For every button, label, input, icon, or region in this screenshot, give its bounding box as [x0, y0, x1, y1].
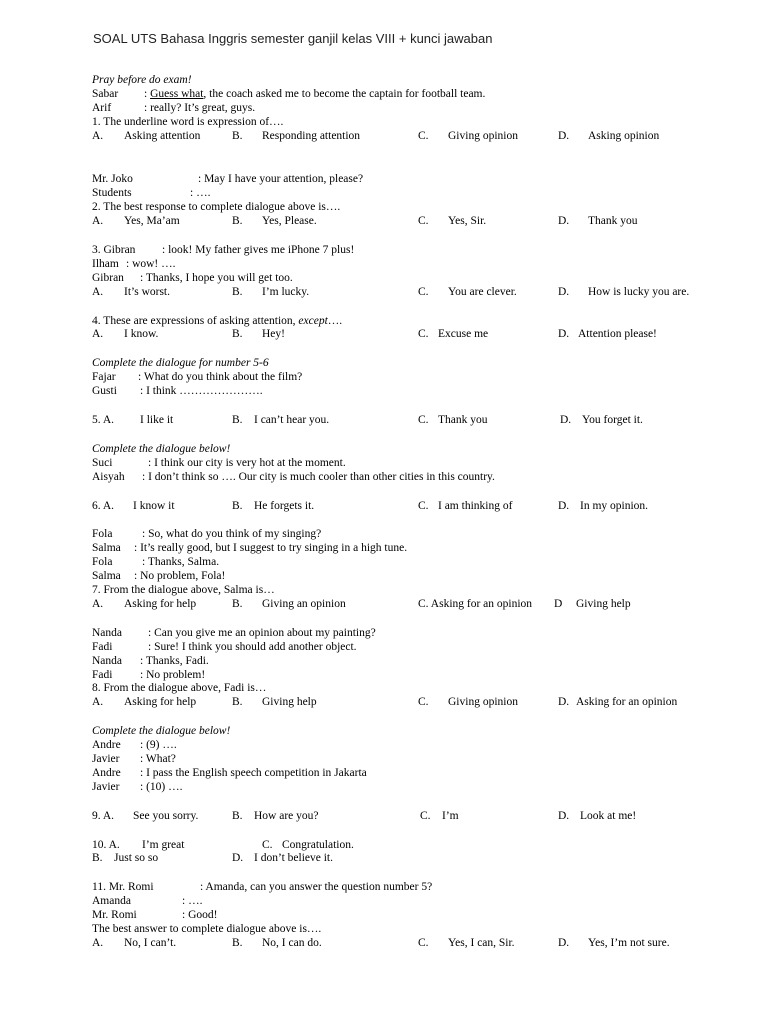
option-letter: C. — [418, 215, 429, 228]
option-letter: D. — [558, 809, 570, 822]
question-line: 4. These are expressions of asking attention, except…. — [92, 314, 343, 327]
speaker: Andre — [92, 766, 121, 779]
question-line: 7. From the dialogue above, Salma is… — [92, 584, 275, 597]
spacer — [92, 710, 742, 725]
speaker: Students — [92, 187, 132, 200]
option-text: Yes, I’m not sure. — [588, 936, 670, 949]
dialogue-line — [92, 471, 742, 485]
spacer — [92, 399, 742, 414]
dialogue-line — [92, 895, 742, 909]
option-text: Asking for help — [124, 696, 197, 709]
dialogue-line — [92, 385, 742, 399]
option-letter: B. — [232, 597, 243, 610]
option-letter: A. — [92, 936, 104, 949]
option-letter: B. — [232, 809, 243, 822]
instruction: Complete the dialogue below! — [92, 442, 231, 455]
spacer — [92, 300, 742, 315]
dialogue-line — [92, 627, 742, 641]
dialogue-text: : Thanks, Salma. — [142, 556, 220, 569]
option-text: You forget it. — [582, 414, 643, 427]
option-text: Giving an opinion — [262, 597, 346, 610]
option-text: How is lucky you are. — [588, 285, 690, 298]
dialogue-text: : (9) …. — [140, 739, 177, 752]
dialogue-text: : Good! — [182, 909, 218, 922]
dialogue-text: : I think …………………. — [140, 385, 263, 398]
option-text: Yes, I can, Sir. — [448, 936, 515, 949]
option-text: Thank you — [588, 215, 638, 228]
dialogue-text: : I don’t think so …. Our city is much cooler than other cities in this country. — [142, 470, 495, 483]
option-text: Thank you — [438, 414, 488, 427]
dialogue-text: : really? It’s great, guys. — [144, 101, 256, 114]
speaker: Javier — [92, 780, 120, 793]
dialogue-line — [92, 570, 742, 584]
option-text: Asking opinion — [588, 129, 660, 142]
option-letter: C. — [420, 809, 431, 822]
speaker: Mr. Romi — [92, 909, 137, 922]
option-letter: D. — [232, 852, 244, 865]
dialogue-line — [92, 173, 742, 187]
dialogue-text: : wow! …. — [126, 257, 176, 270]
instruction: Pray before do exam! — [92, 74, 192, 86]
option-text: No, I can’t. — [124, 936, 177, 949]
speaker: Salma — [92, 542, 121, 555]
option-letter: D. — [560, 414, 572, 427]
spacer — [92, 143, 742, 173]
option-letter: B. — [92, 852, 103, 865]
option-text: Excuse me — [438, 328, 489, 341]
speaker: Mr. Joko — [92, 173, 133, 186]
option-letter: D. — [558, 215, 570, 228]
option-text: How are you? — [254, 809, 319, 822]
dialogue-line — [92, 767, 742, 781]
option-text: Yes, Ma’am — [124, 215, 180, 228]
option-text: Giving help — [576, 597, 631, 610]
document-title: SOAL UTS Bahasa Inggris semester ganjil kelas VIII + kunci jawaban — [93, 31, 493, 46]
option-letter: B. — [232, 499, 243, 512]
dialogue-text: : Amanda, can you answer the question number 5? — [200, 881, 433, 894]
dialogue-line — [92, 244, 742, 258]
option-text: Yes, Please. — [262, 215, 317, 228]
spacer — [92, 428, 742, 443]
option-text: Asking for an opinion — [576, 696, 678, 709]
option-text: Congratulation. — [282, 838, 354, 851]
speaker: Nanda — [92, 626, 123, 639]
option-letter: A. — [92, 328, 104, 341]
answer-options — [92, 839, 742, 853]
speaker: Arif — [92, 101, 112, 114]
option-letter: D — [554, 597, 563, 610]
dialogue-line — [92, 739, 742, 753]
speaker: Gusti — [92, 385, 117, 398]
option-letter: C. — [418, 328, 429, 341]
dialogue-line — [92, 909, 742, 923]
speaker: Fadi — [92, 668, 113, 681]
dialogue-line — [92, 528, 742, 542]
option-letter: D. — [558, 499, 570, 512]
question-line: 1. The underline word is expression of…. — [92, 115, 284, 128]
option-letter: A. — [92, 696, 104, 709]
spacer — [92, 866, 742, 881]
dialogue-line — [92, 457, 742, 471]
option-text: Responding attention — [262, 129, 361, 142]
option-letter: A. — [92, 215, 104, 228]
option-letter: D. — [558, 936, 570, 949]
option-letter: 6. A. — [92, 499, 115, 512]
option-letter: C. — [418, 936, 429, 949]
option-text: I’m — [442, 809, 459, 822]
option-letter: C. — [418, 129, 429, 142]
option-letter: C. — [418, 285, 429, 298]
answer-options — [92, 852, 742, 866]
speaker: Fola — [92, 528, 113, 541]
dialogue-text: : No problem, Fola! — [134, 570, 226, 583]
dialogue-text: : Guess what, the coach asked me to become the captain for football team. — [144, 87, 486, 100]
speaker: Fola — [92, 556, 113, 569]
speaker: 11. Mr. Romi — [92, 881, 154, 894]
option-letter: D. — [558, 285, 570, 298]
option-text: Giving help — [262, 696, 317, 709]
dialogue-line — [92, 556, 742, 570]
underlined-phrase: Guess what — [150, 87, 204, 100]
option-text: Yes, Sir. — [448, 215, 487, 228]
answer-options — [92, 810, 742, 824]
option-letter: D. — [558, 129, 570, 142]
option-letter: C. Asking for an opinion — [418, 597, 533, 610]
speaker: Salma — [92, 570, 121, 583]
option-text: I’m great — [142, 838, 185, 851]
dialogue-text: : look! My father gives me iPhone 7 plus! — [162, 244, 355, 257]
option-letter: A. — [92, 597, 104, 610]
speaker: Suci — [92, 456, 113, 469]
dialogue-line — [92, 272, 742, 286]
speaker: Nanda — [92, 654, 123, 667]
dialogue-text: : I think our city is very hot at the moment. — [148, 456, 346, 469]
option-text: I am thinking of — [438, 499, 513, 512]
dialogue-text: : May I have your attention, please? — [198, 173, 364, 186]
dialogue-line — [92, 881, 742, 895]
dialogue-text: : What? — [140, 752, 176, 765]
dialogue-line — [92, 542, 742, 556]
option-text: Just so so — [114, 852, 159, 865]
dialogue-line — [92, 781, 742, 795]
answer-options — [92, 414, 742, 428]
answer-options — [92, 937, 742, 951]
dialogue-line — [92, 753, 742, 767]
option-text: It’s worst. — [124, 285, 170, 298]
speaker: Fadi — [92, 640, 113, 653]
option-text: No, I can do. — [262, 936, 322, 949]
speaker: Amanda — [92, 895, 131, 908]
instruction: Complete the dialogue for number 5-6 — [92, 357, 269, 370]
option-text: In my opinion. — [580, 499, 649, 512]
option-text: Look at me! — [580, 809, 637, 822]
dialogue-text: : (10) …. — [140, 780, 183, 793]
spacer — [92, 513, 742, 528]
speaker: Sabar — [92, 87, 119, 100]
answer-options — [92, 598, 742, 612]
spacer — [92, 485, 742, 500]
dialogue-text: : No problem! — [140, 668, 206, 681]
speaker: Ilham — [92, 257, 119, 270]
speaker: Fajar — [92, 371, 116, 384]
dialogue-line — [92, 102, 742, 116]
option-text: I know. — [124, 328, 159, 341]
speaker: Aisyah — [92, 470, 125, 483]
option-text: He forgets it. — [254, 499, 315, 512]
option-letter: B. — [232, 129, 243, 142]
dialogue-line — [92, 669, 742, 683]
option-letter: B. — [232, 414, 243, 427]
question-line: 8. From the dialogue above, Fadi is… — [92, 682, 267, 695]
dialogue-line — [92, 655, 742, 669]
option-text: I like it — [140, 414, 174, 427]
answer-options — [92, 286, 742, 300]
dialogue-line — [92, 187, 742, 201]
emphasis: except — [298, 314, 328, 327]
option-letter: D. — [558, 696, 570, 709]
dialogue-line — [92, 258, 742, 272]
speaker: 3. Gibran — [92, 244, 136, 257]
option-letter: C. — [418, 499, 429, 512]
dialogue-text: : Sure! I think you should add another object. — [148, 640, 357, 653]
option-text: You are clever. — [448, 285, 517, 298]
dialogue-text: : So, what do you think of my singing? — [142, 528, 322, 541]
dialogue-line — [92, 371, 742, 385]
question-line: 2. The best response to complete dialogue above is…. — [92, 201, 341, 214]
dialogue-line — [92, 88, 742, 102]
option-letter: B. — [232, 328, 243, 341]
option-letter: D. — [558, 328, 570, 341]
spacer — [92, 795, 742, 810]
option-letter: B. — [232, 285, 243, 298]
spacer — [92, 342, 742, 357]
speaker: Andre — [92, 739, 121, 752]
dialogue-text: : What do you think about the film? — [138, 371, 303, 384]
dialogue-line — [92, 641, 742, 655]
option-letter: 10. A. — [92, 838, 120, 851]
option-letter: A. — [92, 129, 104, 142]
spacer — [92, 229, 742, 244]
answer-options — [92, 130, 742, 144]
dialogue-text: : It’s really good, but I suggest to try singing in a high tune. — [134, 542, 408, 555]
answer-options — [92, 500, 742, 514]
answer-options — [92, 328, 742, 342]
option-text: Giving opinion — [448, 696, 518, 709]
option-text: See you sorry. — [133, 809, 199, 822]
dialogue-text: : …. — [190, 187, 211, 200]
option-text: I’m lucky. — [262, 285, 310, 298]
question-line: The best answer to complete dialogue above is…. — [92, 922, 322, 935]
dialogue-text: : I pass the English speech competition in Jakarta — [140, 766, 367, 779]
speaker: Gibran — [92, 271, 124, 284]
answer-options — [92, 215, 742, 229]
option-text: I can’t hear you. — [254, 414, 330, 427]
dialogue-text: : Thanks, Fadi. — [140, 654, 209, 667]
option-letter: C. — [418, 696, 429, 709]
option-letter: B. — [232, 936, 243, 949]
option-text: Asking attention — [124, 129, 201, 142]
option-text: Asking for help — [124, 597, 197, 610]
option-letter: 5. A. — [92, 414, 115, 427]
option-letter: A. — [92, 285, 104, 298]
option-text: I don’t believe it. — [254, 852, 333, 865]
answer-options — [92, 696, 742, 710]
option-letter: 9. A. — [92, 809, 115, 822]
speaker: Javier — [92, 752, 120, 765]
instruction: Complete the dialogue below! — [92, 725, 231, 738]
exam-body — [92, 74, 742, 951]
spacer — [92, 824, 742, 839]
dialogue-text: : Can you give me an opinion about my painting? — [148, 626, 376, 639]
option-text: Hey! — [262, 328, 285, 341]
option-letter: B. — [232, 215, 243, 228]
option-text: I know it — [133, 499, 175, 512]
option-text: Giving opinion — [448, 129, 518, 142]
spacer — [92, 612, 742, 627]
option-letter: B. — [232, 696, 243, 709]
option-letter: C. — [262, 838, 273, 851]
option-letter: C. — [418, 414, 429, 427]
dialogue-text: : Thanks, I hope you will get too. — [140, 271, 293, 284]
option-text: Attention please! — [578, 328, 657, 341]
dialogue-text: : …. — [182, 895, 203, 908]
